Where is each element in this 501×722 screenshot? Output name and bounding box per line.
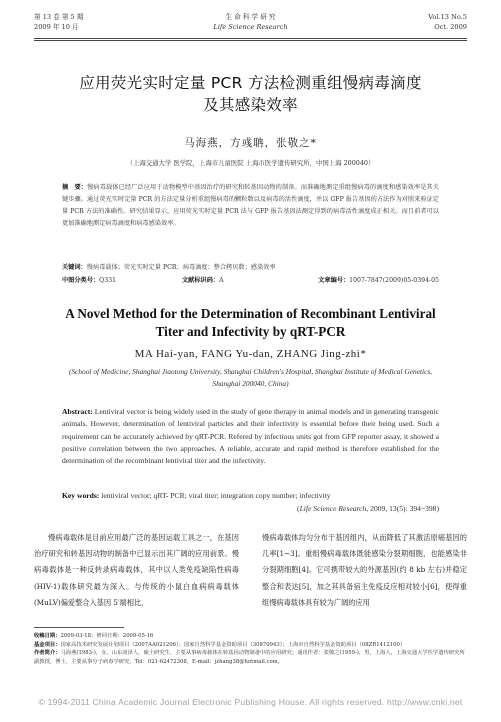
article-number: 文章编号：1007-7847(2009)05-0394-05: [318, 277, 439, 284]
header-rule-bottom: [34, 40, 467, 41]
footnote-fund: 基金项目：国家高技术研究发展计划项目（2007AA021206）；国家自然科学基金资助项目（30870943）；上海市自然科学基金资助项目（08ZR1412100）: [34, 641, 406, 648]
footnote-received: 收稿日期：2009-03-18；修回日期：2009-05-16: [34, 633, 154, 639]
paper-title-chinese: 应用荧光实时定量 PCR 方法检测重组慢病毒滴度 及其感染效率: [79, 74, 422, 114]
keywords-chinese-label: 关键词：: [62, 264, 87, 271]
document-code: 文献标识码：A: [182, 277, 224, 284]
abstract-english-text: Lentiviral vector is being widely used in the study of gene therapy in animal models and in generating transgenic animals. However, determination of lentiviral particles and their infectivity is essential before their being used. Such a requirement can be accurately achieved by qRT-PCR. Refered by infectious units got from GFP reporter assay, it showed a positive correlation between the two approaches. A reliable, accurate and rapid method is therefore established for the determination of the recombinant lentiviral titer and the infectivity.: [62, 407, 439, 466]
authors-chinese: 马海燕，方彧聃，张敬之*: [184, 137, 317, 149]
authors-english: MA Hai-yan, FANG Yu-dan, ZHANG Jing-zhi*: [134, 348, 367, 360]
keywords-chinese-text: 慢病毒载体；荧光实时定量 PCR；病毒滴度；整合拷贝数；感染效率: [86, 264, 276, 271]
footnotes: [34, 632, 467, 666]
body-column-left: 慢病毒载体是目前应用最广泛的基因运载工具之一，在基因治疗研究和转基因动物的制备中已显示出其广阔的应用前景。慢病毒载体是一种反转录病毒载体，其中以人类免疫缺陷性病毒(HIV-1)载体研究最为深入。与传统的小鼠白血病病毒载体(MuLV)偏爱整合入基因 5′端相比，: [34, 533, 239, 607]
abstract-english: [62, 406, 439, 467]
footnote-author: 作者简介：马海燕(1983-)，女，山东菏泽人，硕士研究生，主要从事病毒载体在转基因动物制备中的应用研究；通讯作者：张敬之(1959-)，男，上海人，上海交通大学医学遗传研究所副教授，博士，主要从事分子病毒学研究，Tel：021-62472308，E-mail：jzhang38@hotmail.com。: [34, 650, 465, 665]
abstract-chinese: [62, 182, 439, 230]
keywords-english-label: Key words:: [62, 491, 100, 500]
cnki-watermark: © 1994-2011 China Academic Journal Electronic Publishing House. All rights reserved. http://www.cnki.net: [38, 697, 463, 707]
body-column-right: 慢病毒载体均匀分布于基因组内，从而降低了其激活原癌基因的几率[1~3]。重组慢病毒载体既能感染分裂期细胞，也能感染非分裂期细胞[4]。它可携带较大的外源基因(约 8 kb 左右)并稳定整合和表达[5]，加之其具备宿主免疫反应相对较小[6]，使得重组慢病毒载体具有较为广阔的应用: [262, 533, 467, 607]
classification-line: [62, 275, 439, 285]
header-vol-date-en: Vol.13 No.5 Oct. 2009: [428, 13, 467, 31]
paper-title-english: A Novel Method for the Determination of Recombinant Lentiviral Titer and Infectivity by qRT-PCR: [65, 306, 436, 339]
citation-journal: Life Science Research: [299, 504, 367, 513]
keywords-english: [62, 491, 439, 500]
keywords-chinese: [62, 262, 439, 271]
abstract-chinese-text: 慢病毒载体已经广泛应用于动物模型中基因治疗的研究和转基因动物的制备。而准确地测定重组慢病毒的滴度和感染效率是其关键步骤。通过荧光实时定量 PCR 的方法定量分析重组慢病毒的颗粒数以及病毒的活性滴度，并以 GFP 报告基因的方法作为对照来验证定量 PCR 方法的准确性。研究结果显示，应用荧光实时定量 PCR 法与 GFP 报告基因法测定得到的病毒活性滴度成正相关。而且前者可以更加准确地测定病毒滴度和病毒感染效率。: [62, 184, 439, 227]
header-rule-top: [34, 38, 467, 39]
abstract-chinese-label: 摘 要：: [62, 184, 88, 191]
keywords-english-text: lentiviral vector; qRT- PCR; viral titer; integration copy number; infectivity: [101, 491, 331, 500]
citation-details: , 2009, 13(5): 394~398): [366, 504, 439, 513]
header-volume-issue: 第 13 卷 第 5 期 2009 年 10 月: [34, 13, 84, 31]
clc-number: 中图分类号：Q331: [62, 277, 117, 284]
header-journal-name: 生 命 科 学 研 究 Life Science Research: [213, 13, 288, 31]
abstract-english-label: Abstract:: [62, 407, 93, 416]
citation-line: (Life Science Research, 2009, 13(5): 394~398): [297, 504, 439, 513]
affiliation-english: (School of Medicine, Shanghai Jiaotong University, Shanghai Children's Hospital, Shanghai Institute of Medical Genetics, Shanghai 200040, China): [68, 367, 433, 388]
footnote-rule: [34, 627, 124, 628]
affiliation-chinese: （上海交通大学 医学院，上海市儿童医院 上海市医学遗传研究所，中国上海 200040）: [126, 159, 375, 167]
running-header: [34, 12, 467, 38]
